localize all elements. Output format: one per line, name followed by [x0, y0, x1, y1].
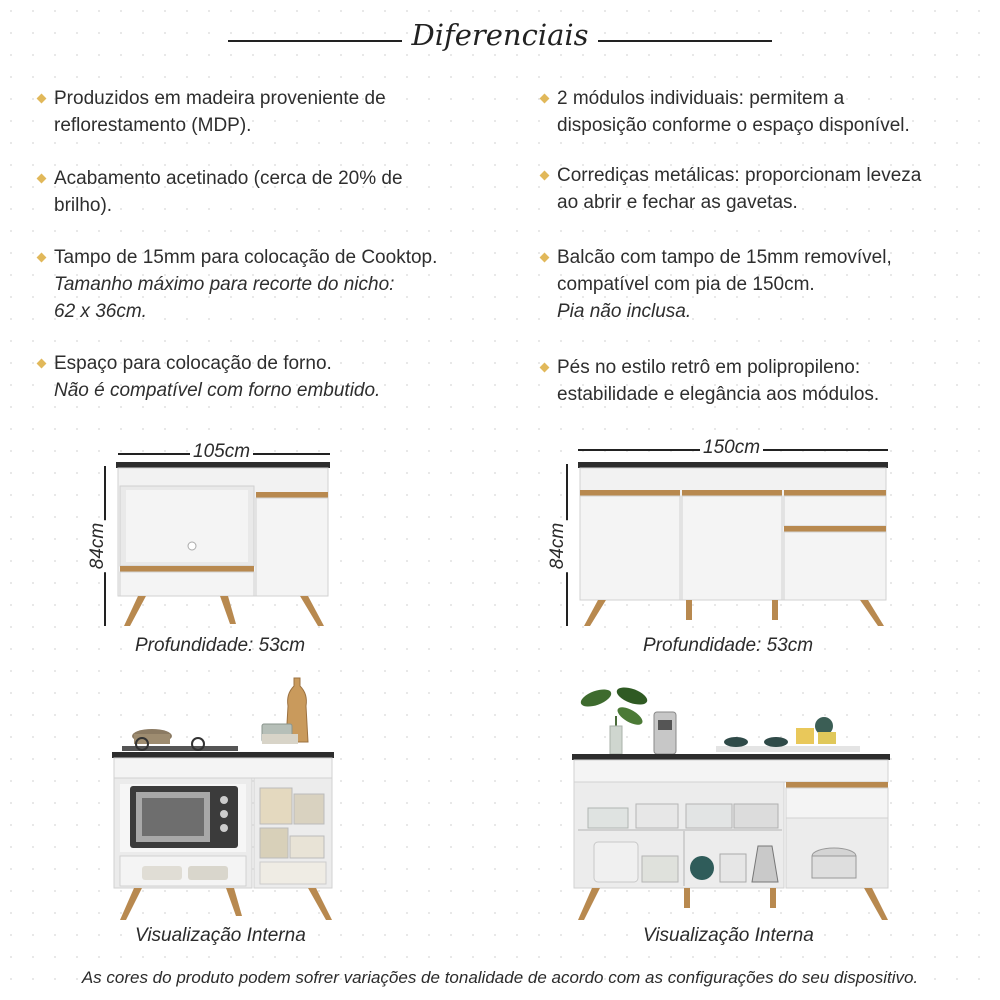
feature-corredicas: Corrediças metálicas: proporcionam leveza ao abrir e fechar as gavetas.: [557, 162, 921, 216]
internal-caption-105: Visualização Interna: [135, 925, 306, 946]
feature-pes: Pés no estilo retrô em polipropileno: estabilidade e elegância aos módulos.: [557, 354, 879, 408]
bullet-diamond-icon: [37, 359, 47, 369]
width-dimension-label: 105cm: [190, 441, 253, 463]
title-rule-right: [598, 40, 772, 42]
bullet-diamond-icon: [540, 253, 550, 263]
internal-caption-150: Visualização Interna: [643, 925, 814, 946]
cabinet-150-internal-view: [572, 676, 894, 922]
bullet-diamond-icon: [540, 171, 550, 181]
width-dimension-label-150: 150cm: [700, 437, 763, 459]
bullet-diamond-icon: [37, 94, 47, 104]
feature-acabamento: Acabamento acetinado (cerca de 20% de brilho).: [54, 165, 403, 219]
feature-forno: Espaço para colocação de forno. Não é compatível com forno embutido.: [54, 350, 380, 404]
color-disclaimer: As cores do produto podem sofrer variações de tonalidade de acordo com as configurações do seu dispositivo.: [81, 968, 919, 987]
feature-mdp: Produzidos em madeira proveniente de reflorestamento (MDP).: [54, 85, 386, 139]
page-title: Diferenciais: [411, 18, 589, 52]
section-header: [0, 18, 1000, 62]
depth-caption-150: Profundidade: 53cm: [643, 635, 814, 656]
height-dimension-label: 84cm: [87, 520, 109, 572]
bullet-diamond-icon: [540, 94, 550, 104]
cabinet-150-drawing: [578, 462, 890, 628]
height-dimension-label-150: 84cm: [547, 520, 569, 572]
cabinet-105-internal-view: [112, 676, 338, 922]
feature-tampo-cooktop: Tampo de 15mm para colocação de Cooktop. Tamanho máximo para recorte do nicho: 62 x 36cm.: [54, 244, 437, 325]
depth-caption-105: Profundidade: 53cm: [135, 635, 306, 656]
bullet-diamond-icon: [37, 174, 47, 184]
feature-modulos: 2 módulos individuais: permitem a disposição conforme o espaço disponível.: [557, 85, 910, 139]
feature-balcao: Balcão com tampo de 15mm removível, compatível com pia de 150cm. Pia não inclusa.: [557, 244, 892, 325]
cabinet-105-drawing: [116, 462, 332, 628]
bullet-diamond-icon: [540, 363, 550, 373]
bullet-diamond-icon: [37, 253, 47, 263]
